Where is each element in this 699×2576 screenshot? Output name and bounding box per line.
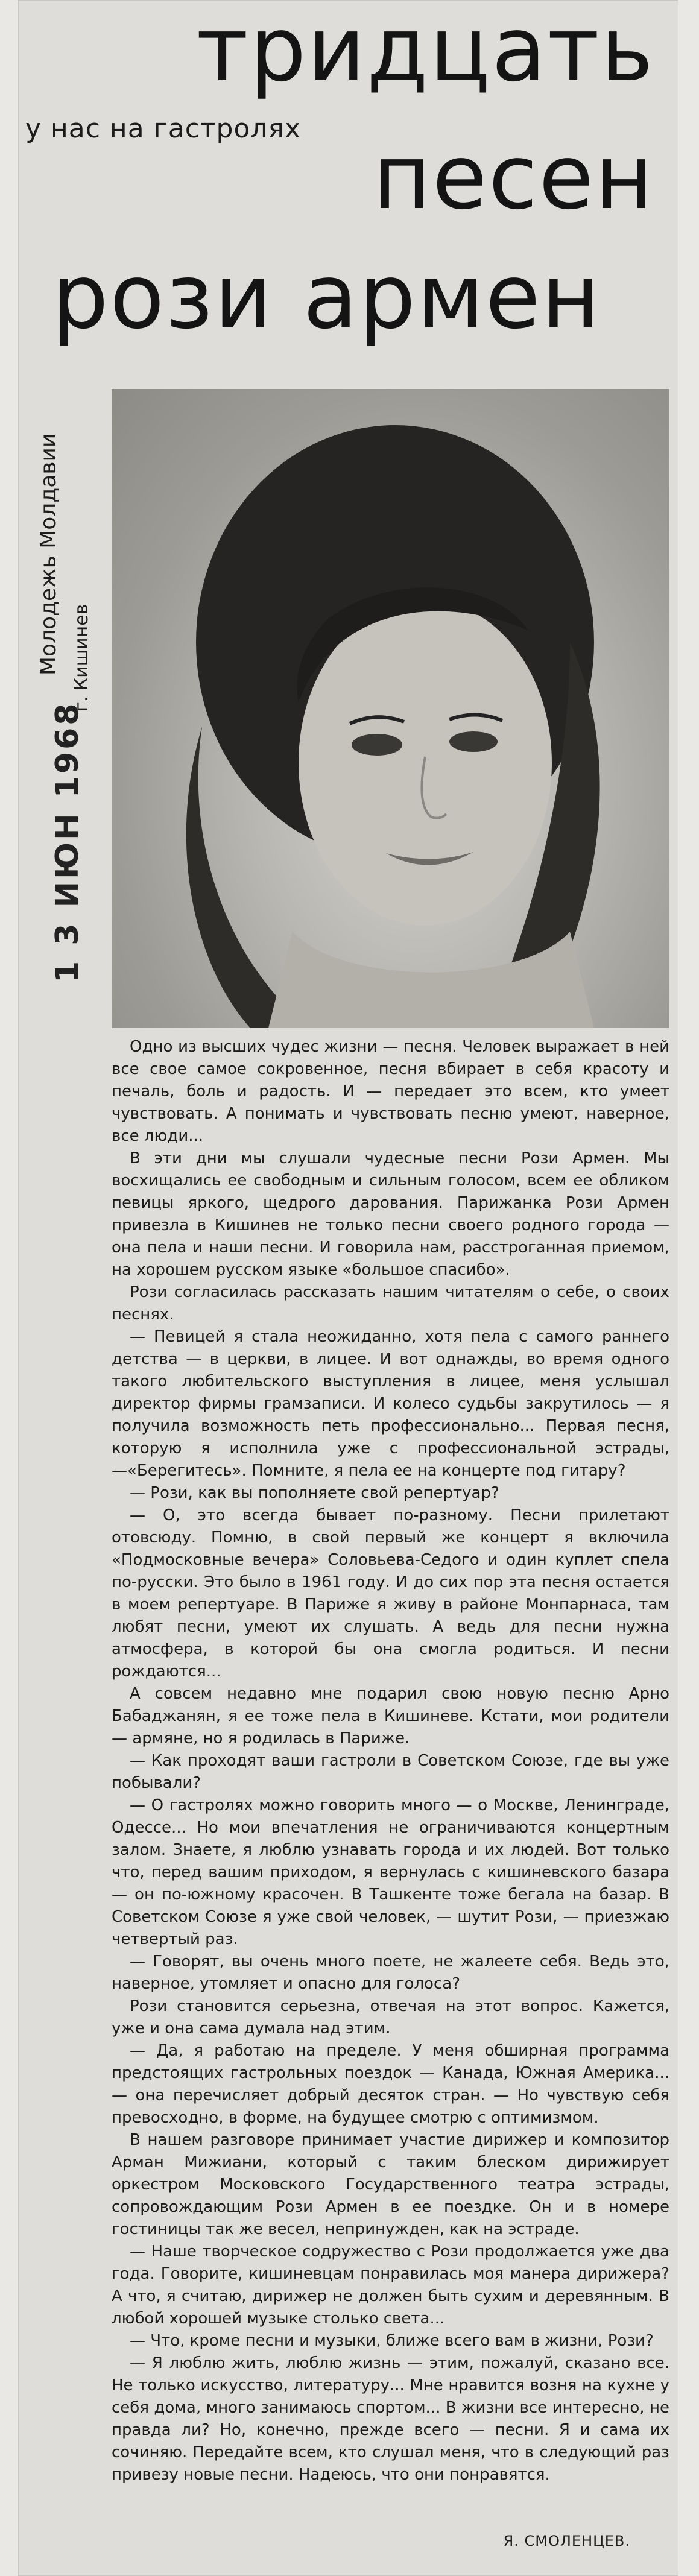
newspaper-clipping — [18, 0, 678, 2576]
article-paragraph: — Я люблю жить, люблю жизнь — этим, пожалуй, сказано все. Не только искусство, литературу... Мне нравится возня на кухне у себя дома, много занимаюсь спортом... В жизни все интересно, не правда ли? Но, конечно, прежде всего — песни. Я и сама их сочиняю. Передайте всем, кто слушал меня, что в следующий раз привезу новые песни. Надеюсь, что они понравятся. — [112, 2354, 669, 2484]
headline-line-1: тридцать — [196, 0, 654, 101]
article-paragraph: В нашем разговоре принимает участие дирижер и композитор Арман Мижиани, который с таким блеском дирижирует оркестром Московского Государственного театра эстрады, сопровождающим Рози Армен в ее поездке. Он и в номере гостиницы так же весел, непринужден, как на эстраде. — [112, 2131, 669, 2238]
date-stamp — [31, 374, 110, 989]
rubric-label: у нас на гастролях — [25, 113, 302, 144]
article-paragraph: Одно из высших чудес жизни — песня. Человек выражает в ней все свое самое сокровенное, песня вбирает в себя красоту и печаль, боль и радость. И — передает это всем, кто умеет чувствовать. А понимать и чувствовать песню умеют, наверное, все люди... — [112, 1038, 669, 1145]
article-paragraph: — О, это всегда бывает по-разному. Песни прилетают отовсюду. Помню, в свой первый же концерт я включила «Подмосковные вечера» Соловьева-Седого и один куплет спела по-русски. Это было в 1961 году. И до сих пор эта песня остается в моем репертуаре. В Париже я живу в районе Монпарнаса, там любят песни, умеют их слушать. А ведь для песни нужна атмосфера, в которой бы она смогла родиться. И песни рождаются... — [112, 1506, 669, 1681]
headline-line-3: рози армен — [52, 245, 601, 349]
article-paragraph: Рози согласилась рассказать нашим читателям о себе, о своих песнях. — [112, 1283, 669, 1324]
stamp-city: г. Кишинев — [71, 604, 92, 712]
article-paragraph: — Как проходят ваши гастроли в Советском Союзе, где вы уже побывали? — [112, 1752, 669, 1792]
article-paragraph: — Что, кроме песни и музыки, ближе всего вам в жизни, Рози? — [130, 2332, 654, 2350]
headline-block — [18, 0, 678, 374]
article-paragraph: — Певицей я стала неожиданно, хотя пела с самого раннего детства — в церкви, в лицее. И вот однажды, во время одного такого любительского выступления в лицее, меня услышал директор фирмы грамзаписи. И колесо судьбы закрутилось — я получила возможность петь профессионально... Первая песня, которую я исполнила уже с профессиональной эстрады,—«Берегитесь». Помните, я пела ее на концерте под гитару? — [112, 1328, 669, 1480]
author-signature: Я. СМОЛЕНЦЕВ. — [503, 2533, 630, 2549]
article-paragraph: А совсем недавно мне подарил свою новую песню Арно Бабаджанян, я ее тоже пела в Кишиневе. Кстати, мои родители — армяне, но я родилась в Париже. — [112, 1685, 669, 1747]
article-paragraph: Рози становится серьезна, отвечая на этот вопрос. Кажется, уже и она сама думала над этим. — [112, 1997, 669, 2038]
headline-line-2: песен — [372, 125, 654, 229]
article-paragraph: — Да, я работаю на пределе. У меня обширная программа предстоящих гастрольных поездок — Канада, Южная Америка... — она перечисляет добрый десяток стран. — Но чувствую себя превосходно, в форме, на будущее смотрю с оптимизмом. — [112, 2042, 669, 2127]
article-paragraph: — Наше творческое содружество с Рози продолжается уже два года. Говорите, кишиневцам понравилась моя манера дирижера? А что, я считаю, дирижер не должен быть сухим и деревянным. В любой хорошей музыке столько света... — [112, 2243, 669, 2328]
portrait-photo — [112, 389, 669, 1028]
article-paragraph: В эти дни мы слушали чудесные песни Рози Армен. Мы восхищались ее свободным и сильным голосом, всем ее обликом певицы яркого, щедрого дарования. Парижанка Рози Армен привезла в Кишинев не только песни своего родного города — она пела и наши песни. И говорила нам, расстроганная приемом, на хорошем русском языке «большое спасибо». — [112, 1149, 669, 1279]
stamp-newspaper-name: Молодежь Молдавии — [36, 433, 61, 675]
article-body — [112, 1036, 669, 2486]
article-paragraph: — Рози, как вы пополняете свой репертуар? — [130, 1484, 499, 1502]
stamp-date: 1 3 ИЮН 1968 — [49, 701, 86, 983]
article-paragraph: — Говорят, вы очень много поете, не жалеете себя. Ведь это, наверное, утомляет и опасно для голоса? — [112, 1953, 669, 1993]
portrait-illustration — [112, 389, 669, 1028]
article-paragraph: — О гастролях можно говорить много — о Москве, Ленинграде, Одессе... Но мои впечатления не ограничиваются концертным залом. Знаете, я люблю узнавать города и их людей. Вот только что, перед вашим приходом, я вернулась с кишиневского базара — он по-южному красочен. В Ташкенте тоже бегала на базар. В Советском Союзе я уже свой человек, — шутит Рози, — приезжаю четвертый раз. — [112, 1796, 669, 1948]
